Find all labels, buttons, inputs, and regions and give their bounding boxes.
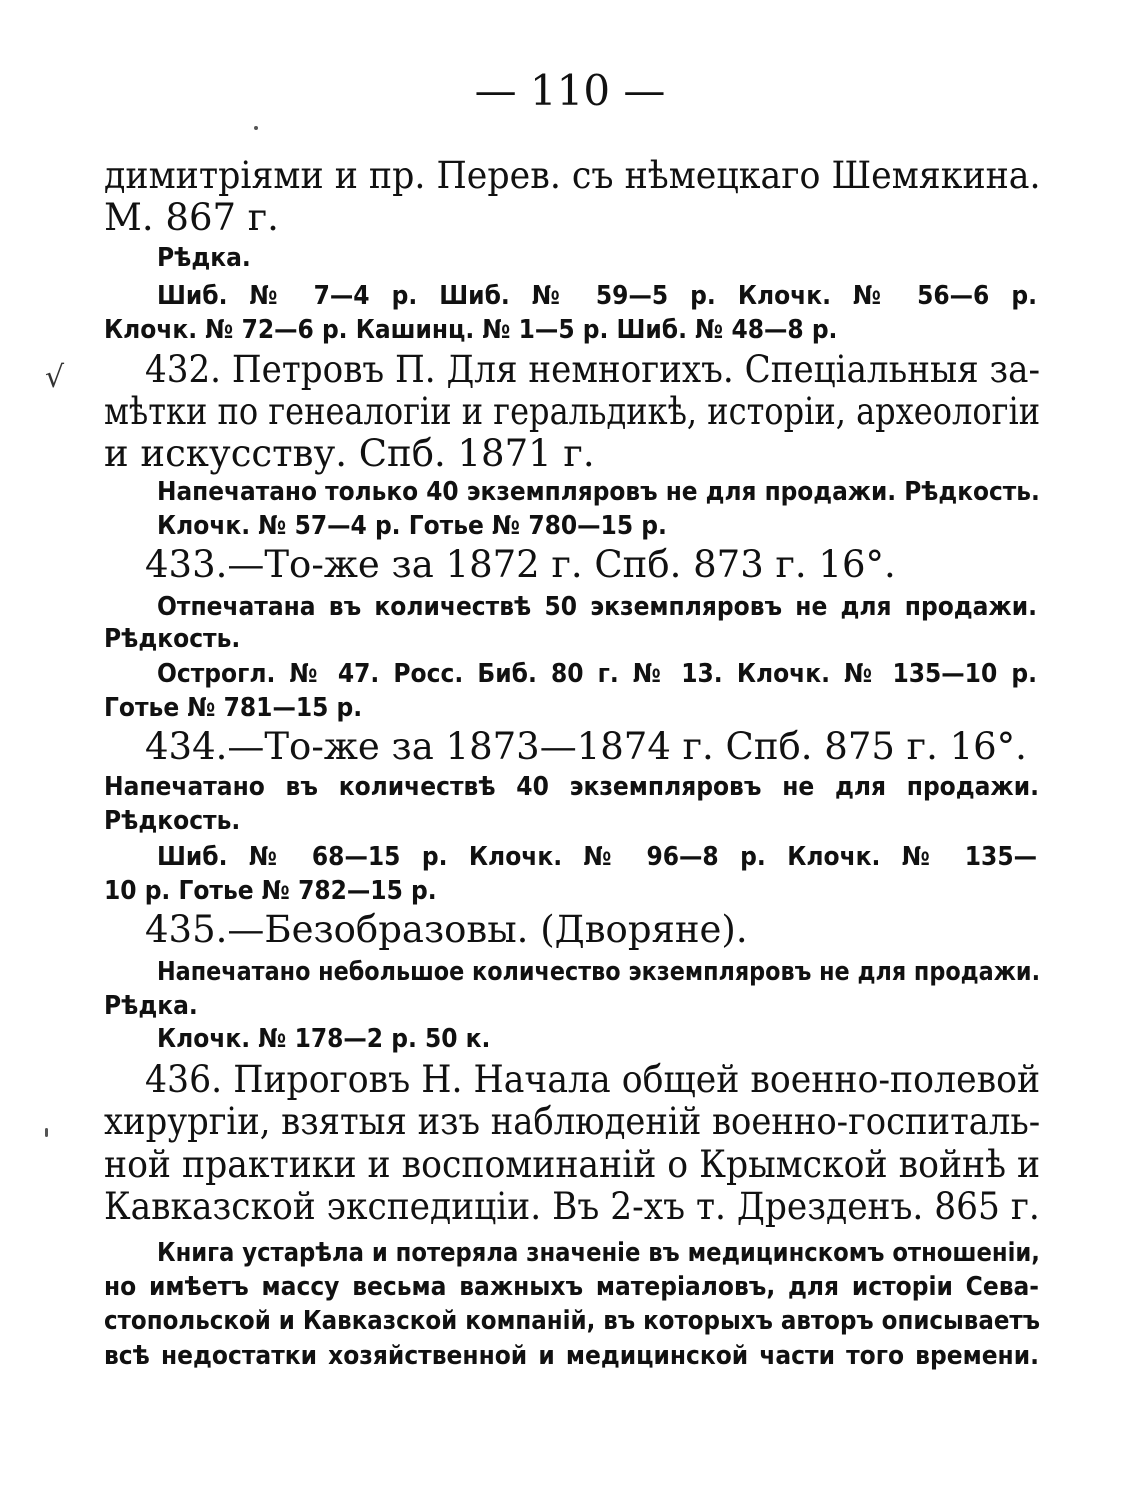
text-line: и искусству. Спб. 1871 г. <box>104 432 595 475</box>
text-line: Напечатано только 40 экземпляровъ не для продажи. Рѣдкость. <box>157 477 1040 507</box>
text-line: ной практики и воспоминаній о Крымской войнѣ и <box>104 1143 1041 1186</box>
text-line: но имѣетъ массу весьма важныхъ матеріаловъ, для исторіи Сева- <box>104 1272 1039 1302</box>
speck <box>45 1128 48 1137</box>
text-line: Кавказской экспедиціи. Въ 2-хъ т. Дрезденъ. 865 г. <box>104 1185 1040 1228</box>
text-line: М. 867 г. <box>104 196 279 239</box>
text-line: хирургіи, взятыя изъ наблюденій военно-госпиталь- <box>104 1100 1041 1143</box>
text-line: Отпечатана въ количествѣ 50 экземпляровъ не для продажи. <box>157 592 1037 622</box>
text-line: стопольской и Кавказской компаній, въ которыхъ авторъ описываетъ <box>104 1306 1040 1336</box>
text-line: 432. Петровъ П. Для немногихъ. Спеціальныя за- <box>145 348 1041 391</box>
text-line: Напечатано небольшое количество экземпляровъ не для продажи. <box>157 957 1041 987</box>
text-line: Острогл. № 47. Росс. Биб. 80 г. № 13. Клочк. № 135—10 р. <box>157 659 1037 689</box>
text-line: Рѣдка. <box>157 243 251 273</box>
text-line: 433.—То-же за 1872 г. Спб. 873 г. 16°. <box>145 543 896 586</box>
text-line: Шиб. № 68—15 р. Клочк. № 96—8 р. Клочк. № 135— <box>157 842 1037 872</box>
text-line: 434.—То-же за 1873—1874 г. Спб. 875 г. 16°. <box>145 725 1027 768</box>
text-line: Рѣдка. <box>104 991 198 1021</box>
text-line: мѣтки по генеалогіи и геральдикѣ, исторіи, археологіи <box>104 390 1041 433</box>
text-line: Клочк. № 72—6 р. Кашинц. № 1—5 р. Шиб. № 48—8 р. <box>104 315 838 345</box>
text-line: Рѣдкость. <box>104 806 241 836</box>
page-number: — 110 — <box>474 66 666 115</box>
speck <box>254 126 258 130</box>
text-line: димитріями и пр. Перев. съ нѣмецкаго Шемякина. <box>104 154 1041 197</box>
text-line: Напечатано въ количествѣ 40 экземпляровъ не для продажи. <box>104 772 1039 802</box>
text-line: Рѣдкость. <box>104 624 241 654</box>
text-line: Шиб. № 7—4 р. Шиб. № 59—5 р. Клочк. № 56—6 р. <box>157 281 1037 311</box>
text-line: 436. Пироговъ Н. Начала общей военно-полевой <box>145 1058 1041 1101</box>
text-line: Книга устарѣла и потеряла значеніе въ медицинскомъ отношеніи, <box>157 1238 1040 1268</box>
margin-checkmark: √ <box>45 360 65 395</box>
text-line: всѣ недостатки хозяйственной и медицинской части того времени. <box>104 1341 1039 1371</box>
text-line: Клочк. № 57—4 р. Готье № 780—15 р. <box>157 511 667 541</box>
text-line: Готье № 781—15 р. <box>104 693 363 723</box>
text-line: 10 р. Готье № 782—15 р. <box>104 876 437 906</box>
text-line: Клочк. № 178—2 р. 50 к. <box>157 1024 491 1054</box>
text-line: 435.—Безобразовы. (Дворяне). <box>145 908 748 951</box>
